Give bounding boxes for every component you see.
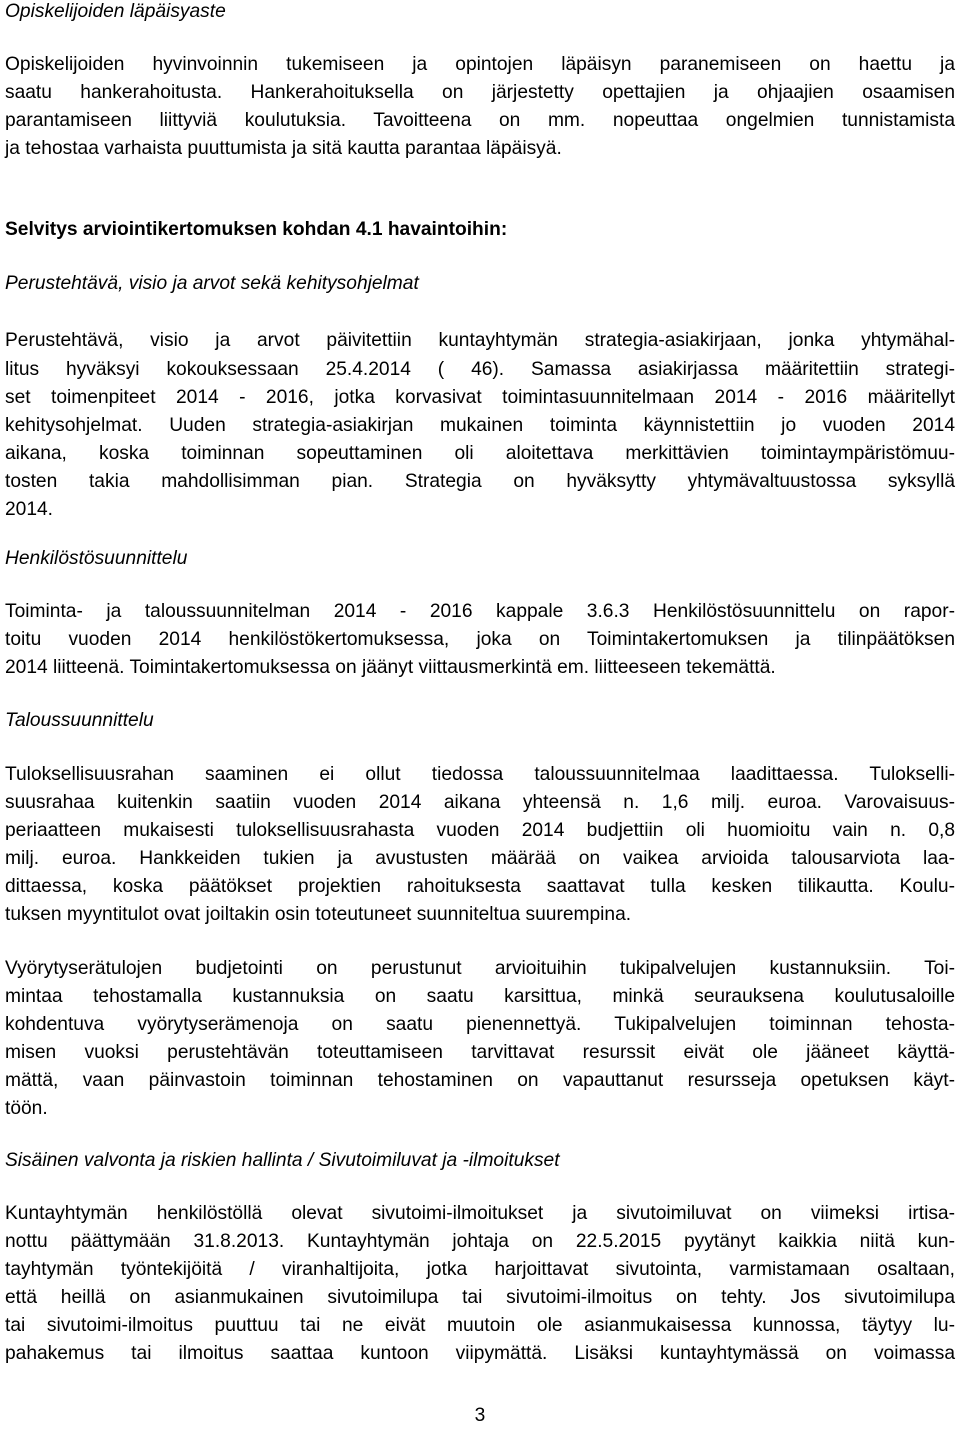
text-line: 2014 liitteenä. Toimintakertomuksessa on jäänyt viittausmerkintä em. liitteeseen tekemättä. — [5, 657, 776, 678]
text-line: 2014. — [5, 499, 54, 520]
text-line: tayhtymän työntekijöitä / viranhaltijoita, jotka harjoittavat sivutointa, varmistamaan osaltaan, — [5, 1259, 955, 1280]
text-line: saatu hankerahoitusta. Hankerahoituksella on järjestetty opettajien ja ohjaajien osaamisen — [5, 82, 955, 103]
text-line: Opiskelijoiden hyvinvoinnin tukemiseen ja opintojen läpäisyn paranemiseen on haettu ja — [5, 54, 955, 75]
section-heading-henkilostosuunnittelu: Henkilöstösuunnittelu — [5, 548, 188, 569]
text-line: tuksen myyntitulot ovat joiltakin osin toteutuneet suunniteltua suurempina. — [5, 904, 632, 925]
text-line: tai sivutoimi-ilmoitus puuttuu tai ne eivät muutoin ole asianmukaisessa kunnossa, täytyy lu- — [5, 1315, 955, 1336]
section-heading-perustehtava: Perustehtävä, visio ja arvot sekä kehitysohjelmat — [5, 273, 419, 294]
text-line: aikana, koska toiminnan sopeuttaminen oli aloitettava merkittävien toimintaympäristömuu- — [5, 443, 955, 464]
text-line: dittaessa, koska päätökset projektien rahoituksesta saattavat tulla kesken tilikautta. Koulu- — [5, 876, 955, 897]
text-line: mättä, vaan päinvastoin toiminnan tehostaminen on vapauttanut resursseja opetuksen käyt- — [5, 1070, 955, 1091]
text-line: suusrahaa kuitenkin saatiin vuoden 2014 aikana yhteensä n. 1,6 milj. euroa. Varovaisuus- — [5, 792, 955, 813]
section-heading-lapaisyaste: Opiskelijoiden läpäisyaste — [5, 1, 226, 22]
section-heading-selvitys: Selvitys arviointikertomuksen kohdan 4.1 havaintoihin: — [5, 219, 508, 240]
text-line: Vyörytyserätulojen budjetointi on perustunut arvioituihin tukipalvelujen kustannuksiin. Toi- — [5, 958, 955, 979]
section-heading-taloussuunnittelu: Taloussuunnittelu — [5, 710, 154, 731]
text-line: Tuloksellisuusrahan saaminen ei ollut tiedossa taloussuunnitelmaa laadittaessa. Tulokselli- — [5, 764, 955, 785]
text-line: ja tehostaa varhaista puuttumista ja sitä kautta parantaa läpäisyä. — [5, 138, 562, 159]
text-line: Toiminta- ja taloussuunnitelman 2014 - 2016 kappale 3.6.3 Henkilöstösuunnittelu on rapor- — [5, 601, 955, 622]
text-line: töön. — [5, 1098, 48, 1119]
section-heading-sisainen-valvonta: Sisäinen valvonta ja riskien hallinta / Sivutoimiluvat ja -ilmoitukset — [5, 1150, 560, 1171]
text-line: toitu vuoden 2014 henkilöstökertomuksessa, joka on Toimintakertomuksen ja tilinpäätöksen — [5, 629, 955, 650]
text-line: että heillä on asianmukainen sivutoimilupa tai sivutoimi-ilmoitus on tehty. Jos sivutoimilupa — [5, 1287, 955, 1308]
text-line: misen vuoksi perustehtävän toteuttamiseen tarvittavat resurssit eivät ole jääneet käyttä- — [5, 1042, 955, 1063]
text-line: kohdentuva vyörytyserämenoja on saatu pienennettyä. Tukipalvelujen toiminnan tehosta- — [5, 1014, 955, 1035]
text-line: litus hyväksyi kokouksessaan 25.4.2014 ( 46). Samassa asiakirjassa määritettiin strategi- — [5, 359, 955, 380]
text-line: Kuntayhtymän henkilöstöllä olevat sivutoimi-ilmoitukset ja sivutoimiluvat on viimeksi irtisa- — [5, 1203, 955, 1224]
text-line: periaatteen mukaisesti tuloksellisuusrahasta vuoden 2014 budjettiin oli huomioitu vain n. 0,8 — [5, 820, 955, 841]
page-number: 3 — [474, 1405, 486, 1426]
text-line: Perustehtävä, visio ja arvot päivitettiin kuntayhtymän strategia-asiakirjaan, jonka yhtymähal- — [5, 330, 955, 351]
text-line: nottu päättymään 31.8.2013. Kuntayhtymän johtaja on 22.5.2015 pyytänyt kaikkia niitä kun- — [5, 1231, 955, 1252]
text-line: parantamiseen liittyviä koulutuksia. Tavoitteena on mm. nopeuttaa ongelmien tunnistamista — [5, 110, 955, 131]
text-line: kehitysohjelmat. Uuden strategia-asiakirjan mukainen toiminta käynnistettiin jo vuoden 2014 — [5, 415, 955, 436]
text-line: set toimenpiteet 2014 - 2016, jotka korvasivat toimintasuunnitelmaan 2014 - 2016 määritellyt — [5, 387, 955, 408]
text-line: pahakemus tai ilmoitus saattaa kuntoon viipymättä. Lisäksi kuntayhtymässä on voimassa — [5, 1343, 955, 1364]
text-line: milj. euroa. Hankkeiden tukien ja avustusten määrää on vaikea arvioida talousarviota laa- — [5, 848, 955, 869]
text-line: mintaa tehostamalla kustannuksia on saatu karsittua, minkä seurauksena koulutusaloille — [5, 986, 955, 1007]
text-line: tosten takia mahdollisimman pian. Strategia on hyväksytty yhtymävaltuustossa syksyllä — [5, 471, 955, 492]
